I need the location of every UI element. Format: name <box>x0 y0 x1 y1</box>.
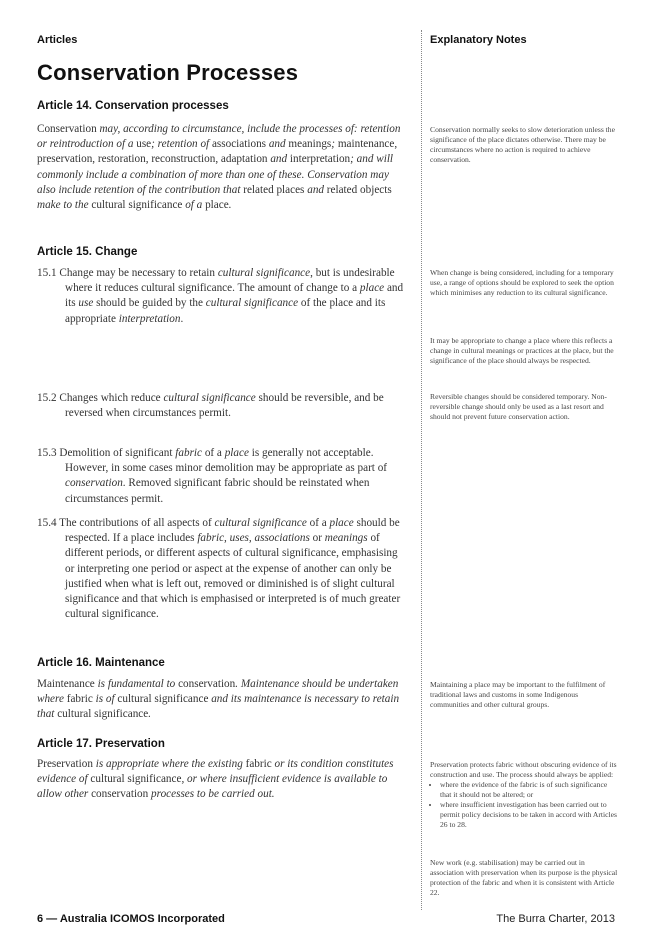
list-item: • where insufficient investigation has been carried out to permit policy decisions to be taken in accord with Articles 26 to 28. <box>440 800 618 830</box>
defined-term: and its maintenance is necessary to retain that <box>37 693 400 721</box>
defined-term: cultural significance <box>214 517 307 529</box>
defined-term: processes to be carried out. <box>148 788 275 801</box>
article-17-note <box>430 760 618 830</box>
page-title: Conservation Processes <box>37 60 299 85</box>
article-15-note-1: When change is being considered, including for a temporary use, a range of options should be explored to seek the option which minimises any reduction to its cultural significance. <box>430 268 614 297</box>
defined-term: may, according to circumstance, include the processes of: retention or reintroduction of a <box>37 123 401 151</box>
defined-term: place <box>224 447 249 459</box>
defined-term: fabric, uses, associations <box>197 532 310 545</box>
defined-term: , or where insufficient evidence is available to allow other <box>37 773 388 801</box>
defined-term: meanings <box>324 532 368 545</box>
defined-term: . <box>228 199 232 212</box>
defined-term: place <box>329 517 354 529</box>
defined-term: of a <box>182 199 206 212</box>
article-17-note-intro: Preservation protects fabric without obscuring evidence of its construction and use. The process should always be applied: <box>430 760 617 779</box>
article-15-1-text: 15.1 Change may be necessary to retain cultural significance, but is undesirable where it reduces cultural significance. The amount of change to a place and its use should be guided by the cultural significance of the place and its appropriate interpretation. <box>37 267 404 325</box>
article-15-4-text: 15.4 The contributions of all aspects of cultural significance of a place should be respected. If a place includes fabric, uses, associations or meanings of different periods, or different aspects of cultural significance, emphasising or interpreting one period or aspect at the expense of another can only be justified when what is left out, removed or diminished is of slight cultural significance and that which is emphasised or interpreted is of much greater cultural significance. <box>37 517 401 621</box>
article-16-heading: Article 16. Maintenance <box>37 657 165 669</box>
defined-term: use <box>78 297 94 310</box>
article-16-text: Maintenance is fundamental to conservation. Maintenance should be undertaken where fabric is of cultural significance and its maintenance is necessary to retain that cultural significance. <box>37 678 400 721</box>
defined-term: or its condition constitutes evidence of <box>37 758 394 786</box>
article-15-3-text: 15.3 Demolition of significant fabric of a place is generally not acceptable. However, in some cases minor demolition may be appropriate as part of conservation. Removed significant fabric should be reinstated when circumstances permit. <box>37 447 388 505</box>
defined-term: ; <box>331 138 338 151</box>
defined-term: . Maintenance should be undertaken where <box>37 678 399 706</box>
defined-term: is fundamental to <box>94 678 179 690</box>
defined-term: conservation <box>65 477 123 490</box>
article-14-text: Conservation may, according to circumstance, include the processes of: retention or reintroduction of a use; retention of associations and meanings; maintenance, preservation, restoration, reconstruction, adaptation and interpretation; and will commonly include a combination of more than one of these. Conservation may also include retention of the contribution that related places and related objects make to the cultural significance of a place. <box>37 123 401 212</box>
article-17-text: Preservation is appropriate where the existing fabric or its condition constitutes evidence of cultural significance, or where insufficient evidence is available to allow other conservation processes to be carried out. <box>37 758 394 801</box>
defined-term: is of <box>92 693 118 706</box>
defined-term: cultural significance <box>205 297 299 310</box>
defined-term: interpretation <box>118 312 181 325</box>
defined-term: cultural significance <box>217 267 311 279</box>
defined-term: ; retention of <box>151 138 212 151</box>
article-15-note-3: Reversible changes should be considered temporary. Non-reversible change should only be used as a last resort and should not prevent future conservation action. <box>430 392 607 421</box>
list-item: • where the evidence of the fabric is of such significance that it should not be altered; or <box>440 780 618 800</box>
defined-term: ; and will commonly include a combination of more than one of these. Conservation may also include retention of the contribution that <box>37 153 394 196</box>
defined-term: fabric <box>175 447 203 459</box>
defined-term: and <box>304 183 327 196</box>
article-17-note-list <box>430 780 618 830</box>
footer-document-title: The Burra Charter, 2013 <box>496 913 615 925</box>
defined-term: place <box>359 282 385 295</box>
header-notes-label: Explanatory Notes <box>430 34 527 46</box>
article-17-heading: Article 17. Preservation <box>37 738 165 750</box>
article-15-heading: Article 15. Change <box>37 246 138 258</box>
article-16-note: Maintaining a place may be important to the fulfilment of traditional laws and customs in some Indigenous communities and other cultural groups. <box>430 680 606 709</box>
defined-term: make to the <box>37 199 92 212</box>
header-section-label: Articles <box>37 34 78 46</box>
footer-page-label: 6 — Australia ICOMOS Incorporated <box>37 913 225 925</box>
defined-term: is appropriate where the existing <box>92 758 246 770</box>
defined-term: . <box>148 708 152 721</box>
article-14-heading: Article 14. Conservation processes <box>37 100 229 112</box>
column-divider <box>421 30 422 910</box>
defined-term: cultural significance <box>163 392 256 404</box>
article-17-note-2: New work (e.g. stabilisation) may be carried out in association with preservation when its purpose is the physical protection of the fabric and when it is consistent with Article 22. <box>430 858 618 897</box>
article-15-note-2: It may be appropriate to change a place where this reflects a change in cultural meanings or practices at the place, but the significance of the place should always be respected. <box>430 336 614 365</box>
defined-term: and <box>266 138 289 151</box>
defined-term: and <box>267 153 290 166</box>
article-15-2-text: 15.2 Changes which reduce cultural significance should be reversible, and be reversed when circumstances permit. <box>37 392 384 420</box>
article-14-note: Conservation normally seeks to slow deterioration unless the significance of the place dictates otherwise. There may be circumstances where no action is required to achieve conservation. <box>430 125 615 164</box>
